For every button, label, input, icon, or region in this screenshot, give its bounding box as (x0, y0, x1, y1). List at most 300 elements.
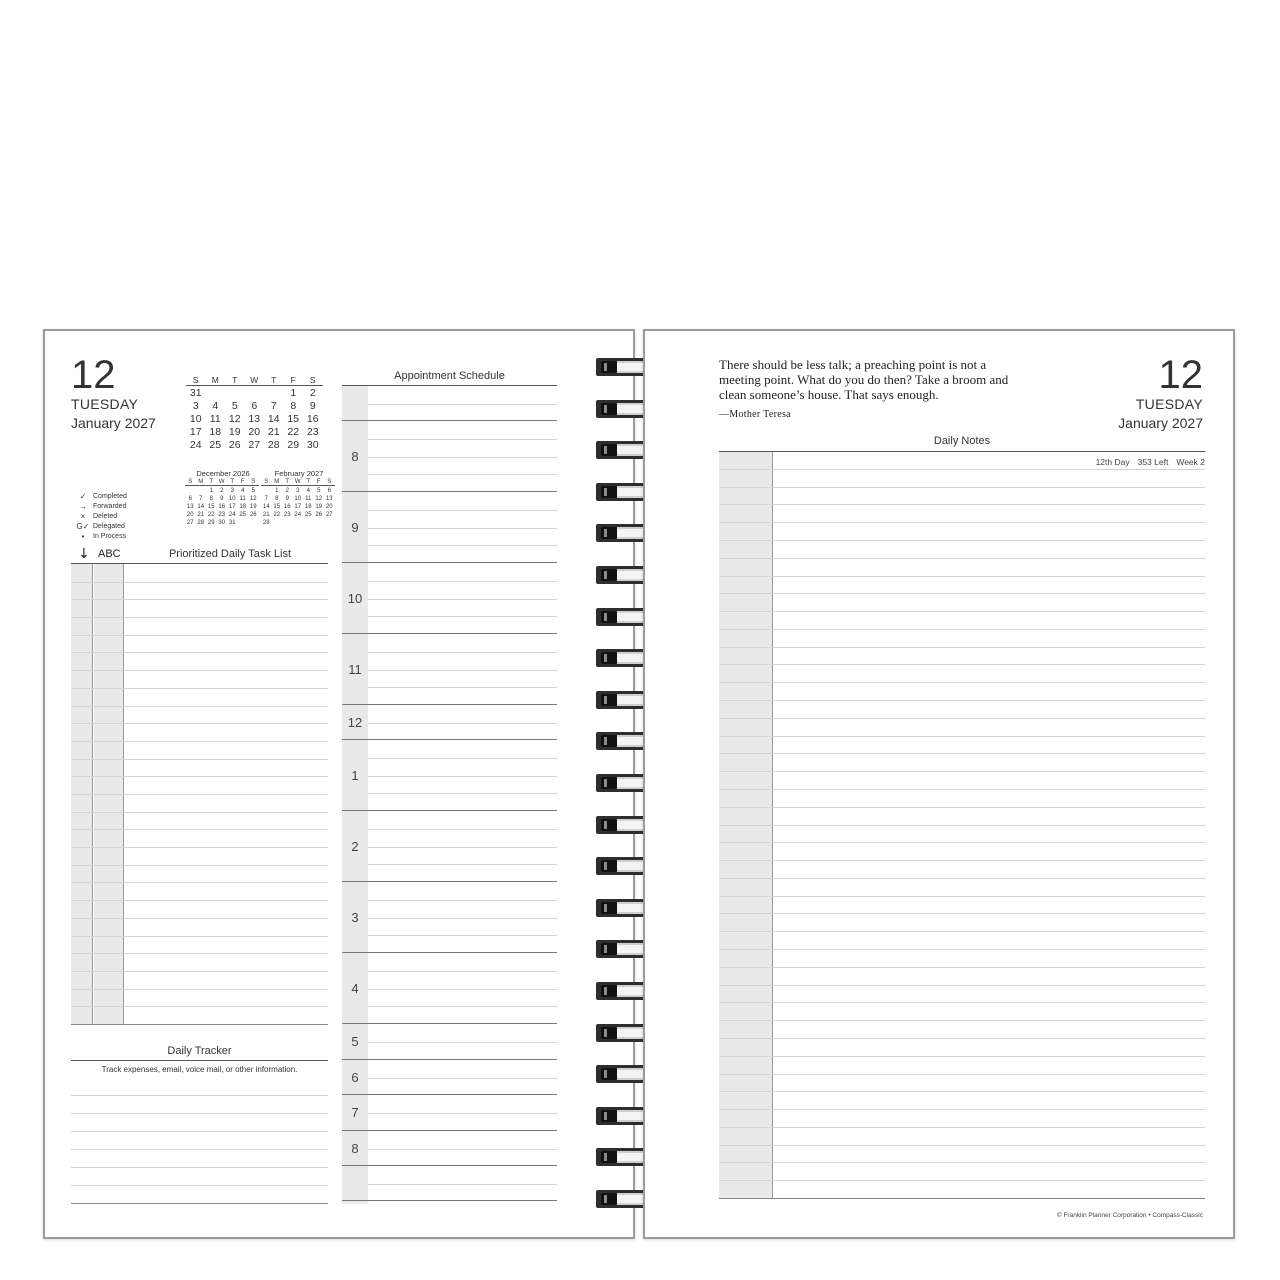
hour-separator (342, 1200, 557, 1201)
tracker-line (71, 1185, 328, 1186)
calendar-day[interactable]: 19 (228, 426, 241, 438)
calendar-day[interactable]: 16 (306, 413, 319, 425)
calendar-day[interactable]: 23 (283, 512, 291, 518)
calendar-day[interactable]: 8 (290, 400, 297, 412)
hour-label: 12 (347, 714, 363, 730)
calendar-day[interactable]: 6 (251, 400, 258, 412)
hour-separator (342, 881, 557, 882)
notes-line (719, 558, 1205, 559)
mini-calendar-next (261, 469, 337, 526)
calendar-day[interactable]: 8 (275, 496, 279, 502)
notes-line (719, 1127, 1205, 1128)
calendar-weekday-header: F (238, 479, 249, 486)
calendar-empty-cell (238, 520, 249, 526)
hour-separator (342, 562, 557, 563)
appointment-subline (368, 864, 557, 865)
left-page (43, 329, 635, 1239)
calendar-day[interactable]: 8 (209, 496, 213, 502)
hour-separator (342, 739, 557, 740)
notes-line (719, 878, 1205, 879)
calendar-weekday-header: F (284, 375, 304, 386)
mini-calendar-grid (261, 479, 337, 526)
calendar-day[interactable]: 21 (267, 426, 280, 438)
notes-line (719, 629, 1205, 630)
calendar-day[interactable]: 17 (294, 504, 302, 510)
calendar-weekday-header: T (303, 479, 314, 486)
legend-item (73, 511, 127, 521)
notes-line (719, 1145, 1205, 1146)
calendar-day[interactable]: 25 (304, 512, 312, 518)
daily-notes-area[interactable] (719, 452, 1205, 1199)
calendar-day[interactable]: 16 (218, 504, 226, 510)
calendar-day[interactable]: 6 (188, 496, 192, 502)
calendar-day[interactable]: 27 (248, 439, 261, 451)
calendar-empty-cell (324, 520, 335, 526)
task-row-line (71, 882, 328, 883)
calendar-day[interactable]: 9 (285, 496, 289, 502)
calendar-day[interactable]: 14 (262, 504, 270, 510)
notes-line (719, 1002, 1205, 1003)
notes-line (719, 540, 1205, 541)
appointment-subline (368, 918, 557, 919)
calendar-empty-cell (282, 520, 293, 526)
calendar-day[interactable]: 15 (287, 413, 300, 425)
task-row-line (71, 688, 328, 689)
task-row-line (71, 741, 328, 742)
calendar-empty-cell (245, 387, 265, 399)
tracker-line (71, 1131, 328, 1132)
notes-line (719, 736, 1205, 737)
calendar-day[interactable]: 4 (212, 400, 219, 412)
tracker-subtitle: Track expenses, email, voice mail, or other information. (101, 1065, 298, 1074)
notes-line (719, 967, 1205, 968)
calendar-empty-cell (225, 387, 245, 399)
appointment-subline (368, 1078, 557, 1079)
mini-calendar-grid (185, 479, 261, 526)
appointment-subline (368, 616, 557, 617)
notes-line (719, 789, 1205, 790)
notes-line (719, 931, 1205, 932)
calendar-day[interactable]: 4 (241, 488, 245, 494)
notes-line (719, 1162, 1205, 1163)
hour-label: 1 (351, 767, 359, 783)
hour-separator (342, 420, 557, 421)
task-row-line (71, 652, 328, 653)
notes-margin-column (719, 452, 773, 1199)
day-number: 12 (71, 353, 116, 397)
calendar-weekday-header: M (272, 479, 283, 486)
calendar-day[interactable]: 13 (248, 413, 261, 425)
calendar-day[interactable]: 9 (220, 496, 224, 502)
abc-priority-label: ABC (98, 548, 121, 560)
hour-separator (342, 810, 557, 811)
notes-line (719, 1038, 1205, 1039)
appointment-subline (368, 599, 557, 600)
task-row-line (71, 918, 328, 919)
calendar-day[interactable]: 30 (306, 439, 319, 451)
task-row-line (71, 794, 328, 795)
calendar-day[interactable]: 28 (267, 439, 280, 451)
appointment-subline (368, 793, 557, 794)
hour-label: 4 (351, 980, 359, 996)
calendar-weekday-header: M (206, 375, 226, 386)
calendar-day[interactable]: 11 (239, 496, 246, 502)
mini-calendar-prev (185, 469, 261, 526)
appointment-subline (368, 670, 557, 671)
calendar-day[interactable]: 28 (197, 520, 205, 526)
legend-item (73, 531, 127, 541)
calendar-day[interactable]: 5 (317, 488, 321, 494)
calendar-day[interactable]: 16 (283, 504, 291, 510)
calendar-day[interactable]: 21 (262, 512, 270, 518)
calendar-day[interactable]: 29 (207, 520, 215, 526)
calendar-day[interactable]: 27 (186, 520, 194, 526)
notes-line (719, 682, 1205, 683)
calendar-day[interactable]: 28 (262, 520, 270, 526)
calendar-day[interactable]: 26 (228, 439, 241, 451)
day-number-right: 12 (1158, 353, 1203, 397)
mini-calendar-title: February 2027 (274, 469, 324, 478)
notes-line (719, 842, 1205, 843)
task-row-line (71, 971, 328, 972)
appointment-subline (368, 776, 557, 777)
task-row-line (71, 617, 328, 618)
task-row-line (71, 900, 328, 901)
weekday-label-right: TUESDAY (1135, 396, 1203, 412)
calendar-day[interactable]: 11 (305, 496, 312, 502)
appointment-subline (368, 989, 557, 990)
calendar-day[interactable]: 1 (275, 488, 279, 494)
hour-label: 3 (351, 909, 359, 925)
hour-label: 9 (351, 519, 359, 535)
calendar-day[interactable]: 1 (209, 488, 213, 494)
task-row-line (71, 812, 328, 813)
legend-item (73, 491, 127, 501)
calendar-empty-cell (261, 488, 272, 494)
calendar-day[interactable]: 29 (287, 439, 300, 451)
quote-author: —Mother Teresa (719, 409, 791, 420)
appointment-subline (368, 510, 557, 511)
appointment-subline (368, 1113, 557, 1114)
hour-separator (342, 1059, 557, 1060)
calendar-day[interactable]: 13 (325, 496, 333, 502)
notes-line (719, 1091, 1205, 1092)
calendar-day[interactable]: 25 (239, 512, 247, 518)
calendar-empty-cell (248, 520, 259, 526)
calendar-empty-cell (314, 520, 325, 526)
legend-item (73, 501, 127, 511)
calendar-day[interactable]: 20 (248, 426, 261, 438)
calendar-day[interactable]: 15 (207, 504, 215, 510)
calendar-day[interactable]: 31 (228, 520, 236, 526)
notes-line (719, 1056, 1205, 1057)
calendar-empty-cell (264, 387, 284, 399)
appointment-subline (368, 723, 557, 724)
appointment-subline (368, 829, 557, 830)
appointment-title: Appointment Schedule (394, 370, 505, 382)
calendar-day[interactable]: 19 (249, 504, 257, 510)
tracker-lines[interactable] (71, 1078, 328, 1204)
calendar-weekday-header: T (206, 479, 217, 486)
appointment-schedule[interactable] (342, 386, 557, 1204)
calendar-weekday-header: W (217, 479, 228, 486)
calendar-day[interactable]: 18 (304, 504, 312, 510)
calendar-day[interactable]: 7 (264, 496, 268, 502)
calendar-day[interactable]: 3 (230, 488, 234, 494)
calendar-day[interactable]: 20 (186, 512, 194, 518)
appointment-subline (368, 900, 557, 901)
notes-line (719, 825, 1205, 826)
notes-line (719, 1198, 1205, 1199)
notes-line (719, 896, 1205, 897)
notes-line (719, 860, 1205, 861)
calendar-day[interactable]: 25 (209, 439, 222, 451)
notes-line (719, 771, 1205, 772)
appointment-subline (368, 439, 557, 440)
days-left: 353 Left (1137, 457, 1169, 467)
appointment-subline (368, 457, 557, 458)
day-of-year: 12th Day (1095, 457, 1130, 467)
mini-calendar-title: December 2026 (196, 469, 250, 478)
task-row-line (71, 847, 328, 848)
notes-line (719, 718, 1205, 719)
appointment-subline (368, 758, 557, 759)
appointment-subline (368, 935, 557, 936)
notes-line (719, 469, 1205, 470)
calendar-day[interactable]: 12 (315, 496, 323, 502)
calendar-day[interactable]: 24 (189, 439, 202, 451)
month-year-label: January 2027 (71, 415, 156, 431)
notes-line (719, 1180, 1205, 1181)
right-page (643, 329, 1235, 1239)
calendar-weekday-header: T (227, 479, 238, 486)
legend-item (73, 521, 127, 531)
notes-line (719, 700, 1205, 701)
hour-label: 5 (351, 1034, 359, 1049)
hour-separator (342, 952, 557, 953)
tracker-line (71, 1149, 328, 1150)
task-row-line (71, 989, 328, 990)
tracker-title: Daily Tracker (167, 1045, 232, 1057)
tracker-rule (71, 1060, 328, 1061)
appointment-subline (368, 687, 557, 688)
calendar-day[interactable]: 17 (189, 426, 202, 438)
tracker-line (71, 1095, 328, 1096)
tracker-line (71, 1113, 328, 1114)
appointment-subline (368, 1006, 557, 1007)
notes-line (719, 1109, 1205, 1110)
task-row-line (71, 635, 328, 636)
copyright-footer: © Franklin Planner Corporation • Compass-Classic (1056, 1212, 1203, 1219)
calendar-day[interactable]: 21 (197, 512, 205, 518)
calendar-day[interactable]: 23 (306, 426, 319, 438)
month-calendar (186, 375, 323, 451)
appointment-subline (368, 581, 557, 582)
calendar-day[interactable]: 3 (192, 400, 199, 412)
month-year-label-right: January 2027 (1118, 415, 1203, 431)
calendar-day[interactable]: 30 (218, 520, 226, 526)
calendar-day[interactable]: 12 (228, 413, 241, 425)
task-row-line (71, 776, 328, 777)
appointment-subline (368, 1149, 557, 1150)
hour-separator (342, 1130, 557, 1131)
appointment-subline (368, 1184, 557, 1185)
calendar-day[interactable]: 6 (327, 488, 331, 494)
status-legend (73, 491, 127, 541)
appointment-subline (368, 847, 557, 848)
notes-line (719, 807, 1205, 808)
task-row-line (71, 953, 328, 954)
calendar-day[interactable]: 1 (290, 387, 297, 399)
calendar-day[interactable]: 27 (325, 512, 333, 518)
task-row-line (71, 1006, 328, 1007)
calendar-day[interactable]: 2 (285, 488, 289, 494)
weekday-label: TUESDAY (71, 396, 139, 412)
hour-label: 11 (348, 661, 362, 677)
calendar-day[interactable]: 18 (209, 426, 222, 438)
calendar-day[interactable]: 24 (228, 512, 236, 518)
hour-separator (342, 704, 557, 705)
calendar-day[interactable]: 12 (249, 496, 257, 502)
calendar-day[interactable]: 7 (199, 496, 203, 502)
legend-label: In Process (93, 532, 127, 540)
appointment-subline (368, 404, 557, 405)
calendar-empty-cell (293, 520, 304, 526)
calendar-weekday-header: T (282, 479, 293, 486)
calendar-day[interactable]: 7 (270, 400, 277, 412)
notes-line (719, 647, 1205, 648)
hour-label: 2 (351, 838, 359, 854)
calendar-weekday-header: W (293, 479, 304, 486)
hour-separator (342, 1165, 557, 1166)
calendar-day[interactable]: 17 (228, 504, 236, 510)
task-row-line (71, 759, 328, 760)
task-row-line (71, 865, 328, 866)
legend-symbol: ✓ (79, 491, 87, 501)
calendar-day[interactable]: 13 (186, 504, 194, 510)
notes-line (719, 949, 1205, 950)
calendar-weekday-header: S (303, 375, 323, 386)
calendar-day[interactable]: 5 (251, 488, 255, 494)
task-row-line (71, 599, 328, 600)
task-row-line (71, 706, 328, 707)
notes-line (719, 1020, 1205, 1021)
calendar-day[interactable]: 18 (239, 504, 247, 510)
calendar-day[interactable]: 31 (189, 387, 202, 399)
calendar-day[interactable]: 3 (296, 488, 300, 494)
calendar-day[interactable]: 22 (273, 512, 281, 518)
notes-line (719, 913, 1205, 914)
appointment-subline (368, 545, 557, 546)
calendar-day[interactable]: 26 (249, 512, 257, 518)
hour-separator (342, 1094, 557, 1095)
task-row-line (71, 582, 328, 583)
notes-line (719, 522, 1205, 523)
week-number: Week 2 (1176, 457, 1205, 467)
calendar-day[interactable]: 22 (207, 512, 215, 518)
calendar-day[interactable]: 2 (309, 387, 316, 399)
legend-symbol: • (81, 531, 85, 541)
calendar-day[interactable]: 22 (287, 426, 300, 438)
notes-line (719, 1074, 1205, 1075)
calendar-day[interactable]: 23 (218, 512, 226, 518)
appointment-subline (368, 652, 557, 653)
task-list-bottom-rule (71, 1024, 328, 1025)
calendar-day[interactable]: 4 (306, 488, 310, 494)
legend-label: Deleted (93, 512, 118, 520)
tracker-line (71, 1203, 328, 1204)
calendar-day[interactable]: 9 (309, 400, 316, 412)
legend-label: Completed (93, 492, 127, 500)
notes-line (719, 985, 1205, 986)
day-counter (1096, 457, 1205, 467)
notes-line (719, 664, 1205, 665)
tracker-line (71, 1167, 328, 1168)
legend-symbol: → (79, 501, 87, 511)
calendar-weekday-header: S (261, 479, 272, 486)
calendar-day[interactable]: 10 (189, 413, 202, 425)
task-list-title: Prioritized Daily Task List (168, 548, 292, 560)
calendar-day[interactable]: 11 (209, 413, 221, 425)
task-row-line (71, 936, 328, 937)
calendar-weekday-header: T (225, 375, 245, 386)
task-row-line (71, 670, 328, 671)
calendar-day[interactable]: 20 (325, 504, 333, 510)
calendar-empty-cell (196, 488, 207, 494)
hour-separator (342, 1023, 557, 1024)
hour-separator (342, 633, 557, 634)
calendar-day[interactable]: 26 (315, 512, 323, 518)
calendar-day[interactable]: 10 (294, 496, 302, 502)
hour-label: 6 (351, 1069, 359, 1085)
sort-arrow-icon: ↓ (78, 546, 90, 562)
appointment-subline (368, 474, 557, 475)
notes-line (719, 487, 1205, 488)
hour-label: 7 (351, 1105, 359, 1120)
daily-notes-title: Daily Notes (933, 435, 991, 447)
calendar-day[interactable]: 19 (315, 504, 323, 510)
calendar-weekday-header: T (264, 375, 284, 386)
calendar-weekday-header: M (196, 479, 207, 486)
calendar-day[interactable]: 10 (228, 496, 236, 502)
appointment-subline (368, 1042, 557, 1043)
legend-symbol: G✓ (76, 521, 90, 531)
task-row-line (71, 723, 328, 724)
task-list-grid[interactable] (71, 564, 328, 1025)
calendar-day[interactable]: 24 (294, 512, 302, 518)
calendar-weekday-header: W (245, 375, 265, 386)
notes-line (719, 593, 1205, 594)
calendar-day[interactable]: 14 (267, 413, 280, 425)
hour-separator (342, 491, 557, 492)
hour-label: 8 (351, 448, 359, 464)
calendar-day[interactable]: 14 (197, 504, 205, 510)
hour-label: 8 (351, 1140, 359, 1156)
calendar-weekday-header: S (185, 479, 196, 486)
appointment-subline (368, 528, 557, 529)
hour-label: 10 (347, 590, 363, 606)
notes-line (719, 611, 1205, 612)
calendar-day[interactable]: 5 (231, 400, 238, 412)
task-row-line (71, 829, 328, 830)
notes-line (719, 576, 1205, 577)
notes-line (719, 753, 1205, 754)
calendar-weekday-header: S (324, 479, 335, 486)
calendar-day[interactable]: 15 (273, 504, 281, 510)
calendar-day[interactable]: 2 (220, 488, 224, 494)
legend-label: Delegated (93, 522, 125, 530)
calendar-empty-cell (272, 520, 283, 526)
